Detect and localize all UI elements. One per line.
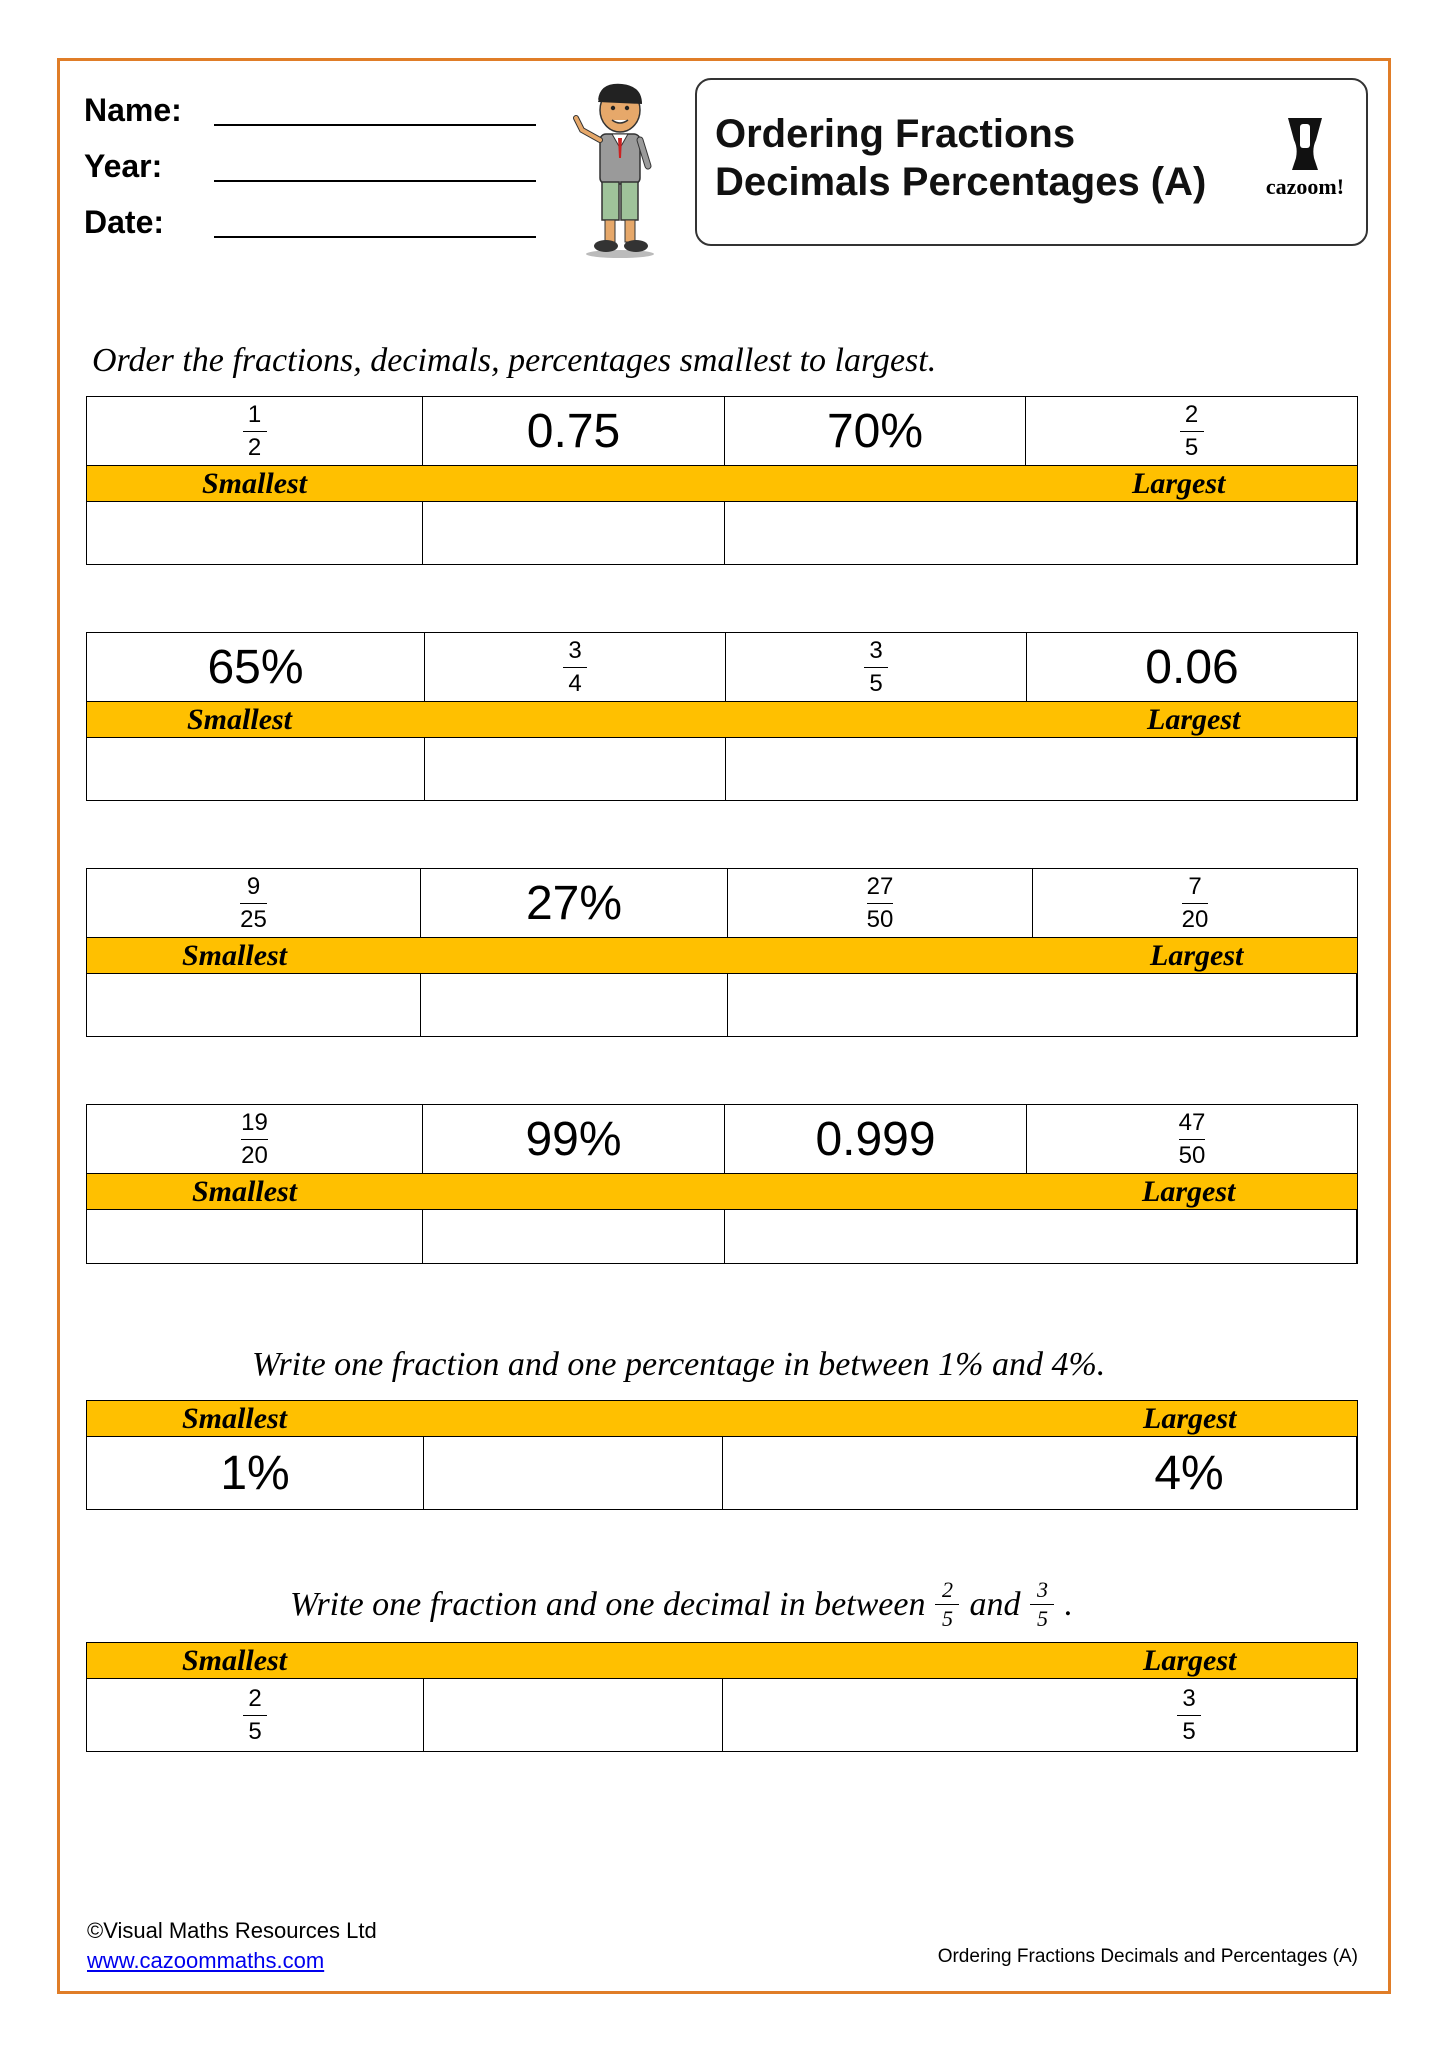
answer-cell[interactable] — [1033, 974, 1357, 1036]
answer-cell[interactable] — [87, 974, 421, 1036]
order-band — [87, 938, 1357, 974]
fraction — [241, 1109, 268, 1170]
answer-cell[interactable] — [87, 502, 423, 564]
date-label: Date: — [84, 204, 165, 240]
answer-cell[interactable] — [87, 1210, 423, 1263]
smallest-label: Smallest — [192, 1174, 298, 1208]
smallest-label: Smallest — [182, 1643, 288, 1677]
title-line-2: Decimals Percentages (A) — [715, 160, 1207, 204]
worksheet-title — [715, 110, 1206, 206]
given-value-cell — [1022, 1679, 1357, 1751]
answer-cell[interactable] — [728, 974, 1033, 1036]
denominator: 20 — [241, 1141, 268, 1169]
denominator: 2 — [247, 433, 262, 461]
copyright-text: ©Visual Maths Resources Ltd — [87, 1918, 377, 1943]
fraction: $\frac{2}{5}$ — [935, 1578, 959, 1631]
footer-credits — [87, 1916, 377, 1976]
value-cell — [87, 397, 423, 466]
largest-label: Largest — [1147, 702, 1241, 736]
fraction: $\frac{2}{5}$ — [243, 1685, 267, 1746]
numerator: 19 — [241, 1108, 268, 1136]
given-value-cell: 1% — [87, 1437, 424, 1509]
title-box — [695, 78, 1368, 246]
value-cell: 0.06 — [1027, 633, 1357, 702]
year-label: Year: — [84, 148, 163, 184]
denominator: 50 — [866, 905, 894, 933]
order-band — [87, 466, 1357, 502]
instruction-percentage: Write one fraction and one percentage in between 1% and 4%. — [252, 1346, 1106, 1383]
fraction — [240, 873, 267, 934]
largest-label: Largest — [1150, 938, 1244, 972]
value-cell: 0.999 — [725, 1105, 1027, 1174]
value-cell — [1027, 1105, 1357, 1174]
denominator: 25 — [240, 905, 267, 933]
value-cell — [726, 633, 1027, 702]
answer-cell[interactable] — [87, 738, 425, 800]
instruction-text: Write one fraction and one decimal in between — [290, 1585, 926, 1623]
given-value-cell — [87, 1679, 424, 1751]
smallest-label: Smallest — [202, 466, 308, 500]
numerator: 7 — [1188, 872, 1202, 900]
order-band — [87, 1643, 1357, 1679]
answer-cell[interactable] — [423, 1210, 725, 1263]
answer-cell[interactable] — [1027, 738, 1357, 800]
name-label: Name: — [84, 92, 182, 128]
answer-cell[interactable] — [423, 502, 725, 564]
year-field[interactable] — [214, 180, 536, 182]
value-cell — [728, 869, 1033, 938]
fraction — [1182, 873, 1209, 934]
ordering-table-2 — [86, 632, 1358, 801]
answer-cell[interactable] — [723, 1679, 1022, 1751]
value-cell — [1033, 869, 1357, 938]
numerator: 1 — [247, 400, 262, 428]
numerator: 3 — [568, 636, 582, 664]
fraction — [867, 873, 894, 934]
largest-label: Largest — [1143, 1643, 1237, 1677]
date-field[interactable] — [214, 236, 536, 238]
instruction-decimal: Write one fraction and one decimal in between $\frac{2}{5}$ and $\frac{3}{5}$ . — [290, 1577, 1073, 1631]
value-cell: 65% — [87, 633, 425, 702]
ordering-table-1 — [86, 396, 1358, 565]
value-cell: 27% — [421, 869, 728, 938]
ordering-table-3 — [86, 868, 1358, 1037]
footer-doc-title: Ordering Fractions Decimals and Percentages (A) — [937, 1946, 1358, 1967]
order-band — [87, 1401, 1357, 1437]
table-decimal-between — [86, 1642, 1358, 1752]
fraction: $\frac{3}{5}$ — [1030, 1578, 1054, 1631]
smallest-label: Smallest — [187, 702, 293, 736]
denominator: 4 — [568, 669, 582, 697]
answer-cell[interactable] — [723, 1437, 1022, 1509]
answer-cell[interactable] — [725, 1210, 1027, 1263]
numerator: 2 — [1184, 400, 1199, 428]
fraction — [1179, 1109, 1206, 1170]
fraction — [864, 637, 888, 698]
fraction — [563, 637, 587, 698]
ordering-table-4 — [86, 1104, 1358, 1264]
numerator: 27 — [866, 872, 894, 900]
fraction — [243, 401, 267, 462]
value-cell — [87, 869, 421, 938]
value-cell: 99% — [423, 1105, 725, 1174]
instruction-text: and — [969, 1585, 1021, 1623]
denominator: 50 — [1178, 1141, 1206, 1169]
denominator: 20 — [1181, 905, 1209, 933]
table-percentage-between — [86, 1400, 1358, 1510]
value-cell — [87, 1105, 423, 1174]
website-link[interactable]: www.cazoommaths.com — [87, 1948, 325, 1973]
instruction-order: Order the fractions, decimals, percentages smallest to largest. — [92, 342, 937, 379]
answer-cell[interactable] — [726, 738, 1027, 800]
order-band — [87, 702, 1357, 738]
cazoom-logo-icon — [1250, 114, 1360, 174]
answer-cell[interactable] — [424, 1437, 723, 1509]
value-cell: 0.75 — [423, 397, 725, 466]
denominator: 5 — [1184, 433, 1199, 461]
answer-cell[interactable] — [1026, 502, 1357, 564]
answer-cell[interactable] — [725, 502, 1026, 564]
largest-label: Largest — [1143, 1401, 1237, 1435]
fraction — [1180, 401, 1204, 462]
answer-cell[interactable] — [424, 1679, 723, 1751]
fraction: $\frac{3}{5}$ — [1177, 1685, 1201, 1746]
cazoom-logo — [1250, 114, 1360, 204]
name-field[interactable] — [214, 124, 536, 126]
given-value-cell: 4% — [1022, 1437, 1357, 1509]
numerator: 9 — [246, 872, 261, 900]
denominator: 5 — [869, 669, 883, 697]
numerator: 3 — [869, 636, 883, 664]
cartoon-boy-illustration — [560, 78, 680, 258]
answer-cell[interactable] — [421, 974, 728, 1036]
value-cell — [425, 633, 726, 702]
value-cell: 70% — [725, 397, 1026, 466]
largest-label: Largest — [1142, 1174, 1236, 1208]
title-line-1: Ordering Fractions — [715, 112, 1076, 156]
answer-cell[interactable] — [1027, 1210, 1357, 1263]
smallest-label: Smallest — [182, 1401, 288, 1435]
answer-cell[interactable] — [425, 738, 726, 800]
logo-text: cazoom! — [1265, 174, 1345, 199]
numerator: 47 — [1178, 1108, 1206, 1136]
value-cell — [1026, 397, 1357, 466]
largest-label: Largest — [1132, 466, 1226, 500]
order-band — [87, 1174, 1357, 1210]
smallest-label: Smallest — [182, 938, 288, 972]
